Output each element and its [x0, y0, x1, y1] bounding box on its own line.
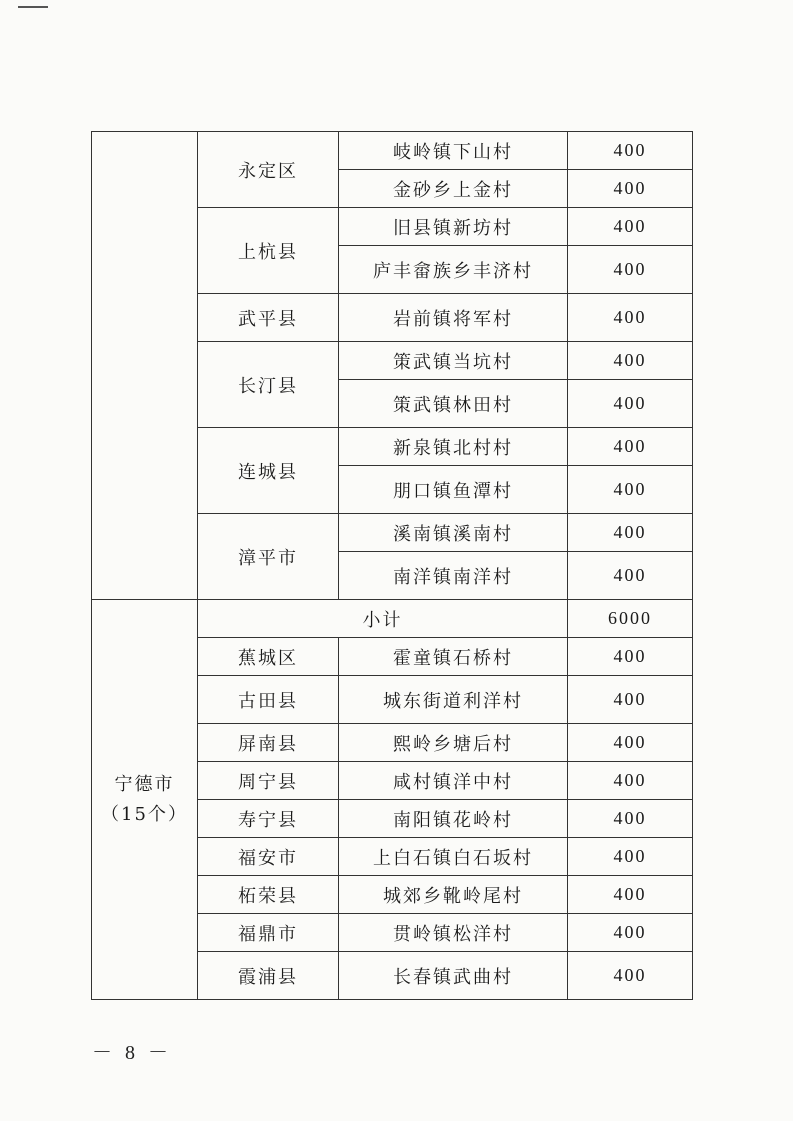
amount-cell: 400 — [568, 294, 693, 342]
page-number: － 8 － — [92, 1042, 172, 1064]
village-allocation-table-wrapper — [91, 131, 692, 1000]
village-cell: 金砂乡上金村 — [339, 170, 568, 208]
amount-cell: 400 — [568, 676, 693, 724]
header-rule — [18, 6, 48, 8]
district-cell: 长汀县 — [198, 342, 339, 428]
amount-cell: 400 — [568, 638, 693, 676]
village-cell: 城郊乡靴岭尾村 — [339, 876, 568, 914]
district-cell: 柘荣县 — [198, 876, 339, 914]
village-cell: 庐丰畲族乡丰济村 — [339, 246, 568, 294]
village-cell: 城东街道利洋村 — [339, 676, 568, 724]
amount-cell: 400 — [568, 762, 693, 800]
amount-cell: 400 — [568, 914, 693, 952]
amount-cell: 400 — [568, 428, 693, 466]
village-cell: 岩前镇将军村 — [339, 294, 568, 342]
district-cell: 福安市 — [198, 838, 339, 876]
district-cell: 屏南县 — [198, 724, 339, 762]
city-cell — [92, 600, 198, 1000]
subtotal-value: 6000 — [568, 600, 693, 638]
village-cell: 策武镇林田村 — [339, 380, 568, 428]
city-name: 宁德市 — [114, 773, 175, 795]
subtotal-row — [92, 600, 693, 638]
district-cell: 连城县 — [198, 428, 339, 514]
amount-cell: 400 — [568, 724, 693, 762]
amount-cell: 400 — [568, 132, 693, 170]
table-row — [92, 132, 693, 170]
amount-cell: 400 — [568, 514, 693, 552]
district-cell: 福鼎市 — [198, 914, 339, 952]
district-cell: 蕉城区 — [198, 638, 339, 676]
district-cell: 漳平市 — [198, 514, 339, 600]
village-cell: 朋口镇鱼潭村 — [339, 466, 568, 514]
village-cell: 岐岭镇下山村 — [339, 132, 568, 170]
amount-cell: 400 — [568, 952, 693, 1000]
village-cell: 南阳镇花岭村 — [339, 800, 568, 838]
amount-cell: 400 — [568, 552, 693, 600]
amount-cell: 400 — [568, 800, 693, 838]
district-cell: 武平县 — [198, 294, 339, 342]
city-village-count: （15个） — [101, 803, 188, 825]
village-cell: 熙岭乡塘后村 — [339, 724, 568, 762]
district-cell: 寿宁县 — [198, 800, 339, 838]
city-cell-continued — [92, 132, 198, 600]
village-cell: 霍童镇石桥村 — [339, 638, 568, 676]
village-allocation-table — [91, 131, 693, 1000]
amount-cell: 400 — [568, 170, 693, 208]
district-cell: 古田县 — [198, 676, 339, 724]
amount-cell: 400 — [568, 380, 693, 428]
amount-cell: 400 — [568, 838, 693, 876]
village-cell: 旧县镇新坊村 — [339, 208, 568, 246]
village-cell: 咸村镇洋中村 — [339, 762, 568, 800]
village-cell: 贯岭镇松洋村 — [339, 914, 568, 952]
village-cell: 长春镇武曲村 — [339, 952, 568, 1000]
district-cell: 霞浦县 — [198, 952, 339, 1000]
amount-cell: 400 — [568, 246, 693, 294]
amount-cell: 400 — [568, 876, 693, 914]
subtotal-label: 小计 — [198, 600, 568, 638]
district-cell: 周宁县 — [198, 762, 339, 800]
village-cell: 上白石镇白石坂村 — [339, 838, 568, 876]
district-cell: 上杭县 — [198, 208, 339, 294]
village-cell: 南洋镇南洋村 — [339, 552, 568, 600]
amount-cell: 400 — [568, 208, 693, 246]
amount-cell: 400 — [568, 466, 693, 514]
district-cell: 永定区 — [198, 132, 339, 208]
amount-cell: 400 — [568, 342, 693, 380]
village-cell: 溪南镇溪南村 — [339, 514, 568, 552]
village-cell: 策武镇当坑村 — [339, 342, 568, 380]
village-cell: 新泉镇北村村 — [339, 428, 568, 466]
